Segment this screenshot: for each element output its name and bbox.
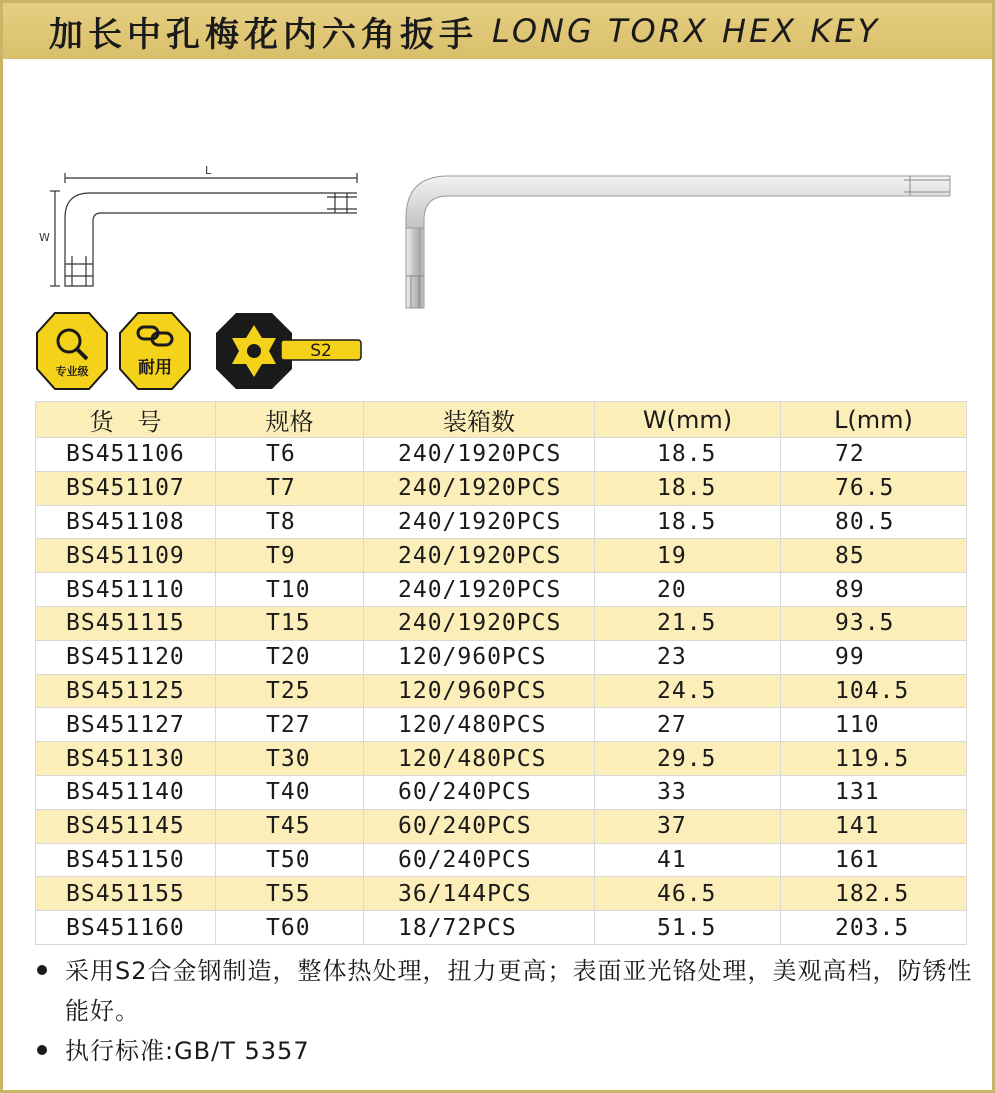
w-cell: 51.5 — [595, 911, 781, 945]
header-w: W(mm) — [595, 402, 781, 438]
header-item-no: 货 号 — [36, 402, 216, 438]
packing-cell: 18/72PCS — [364, 911, 595, 945]
table-row — [36, 471, 967, 505]
item-no-cell: BS451120 — [36, 640, 216, 674]
item-no-cell: BS451140 — [36, 775, 216, 809]
packing-cell: 60/240PCS — [364, 809, 595, 843]
w-cell: 29.5 — [595, 742, 781, 776]
item-no-cell: BS451110 — [36, 573, 216, 607]
material-badge — [281, 340, 361, 361]
table-row — [36, 877, 967, 911]
packing-cell: 240/1920PCS — [364, 606, 595, 640]
packing-cell: 120/960PCS — [364, 674, 595, 708]
durable-label: 耐用 — [138, 358, 172, 378]
spec-cell: T55 — [216, 877, 364, 911]
material-label: S2 — [310, 341, 332, 361]
spec-cell: T9 — [216, 539, 364, 573]
packing-cell: 240/1920PCS — [364, 438, 595, 472]
spec-cell: T10 — [216, 573, 364, 607]
header-spec: 规格 — [216, 402, 364, 438]
bullet-icon — [37, 1045, 47, 1055]
item-no-cell: BS451145 — [36, 809, 216, 843]
w-cell: 33 — [595, 775, 781, 809]
spec-cell: T25 — [216, 674, 364, 708]
spec-cell: T50 — [216, 843, 364, 877]
packing-cell: 240/1920PCS — [364, 573, 595, 607]
packing-cell: 60/240PCS — [364, 775, 595, 809]
table-row — [36, 606, 967, 640]
packing-cell: 120/480PCS — [364, 708, 595, 742]
spec-cell: T60 — [216, 911, 364, 945]
packing-cell: 120/960PCS — [364, 640, 595, 674]
table-row — [36, 640, 967, 674]
bullet-icon — [37, 965, 47, 975]
w-cell: 19 — [595, 539, 781, 573]
l-cell: 85 — [781, 539, 967, 573]
professional-label: 专业级 — [55, 365, 89, 378]
packing-cell: 36/144PCS — [364, 877, 595, 911]
table-row — [36, 742, 967, 776]
item-no-cell: BS451160 — [36, 911, 216, 945]
item-no-cell: BS451106 — [36, 438, 216, 472]
packing-cell: 120/480PCS — [364, 742, 595, 776]
header-l: L(mm) — [781, 402, 967, 438]
table-row — [36, 573, 967, 607]
spec-cell: T45 — [216, 809, 364, 843]
table-row — [36, 809, 967, 843]
w-cell: 46.5 — [595, 877, 781, 911]
header-packing: 装箱数 — [364, 402, 595, 438]
product-photo — [398, 168, 958, 318]
l-cell: 104.5 — [781, 674, 967, 708]
label-l: L — [205, 164, 212, 177]
spec-cell: T6 — [216, 438, 364, 472]
spec-cell: T20 — [216, 640, 364, 674]
title-english: LONG TORX HEX KEY — [492, 12, 881, 50]
l-cell: 76.5 — [781, 471, 967, 505]
packing-cell: 240/1920PCS — [364, 471, 595, 505]
title-chinese: 加长中孔梅花内六角扳手 — [49, 14, 478, 55]
w-cell: 21.5 — [595, 606, 781, 640]
title-bar — [3, 3, 992, 59]
packing-cell: 60/240PCS — [364, 843, 595, 877]
item-no-cell: BS451130 — [36, 742, 216, 776]
w-cell: 24.5 — [595, 674, 781, 708]
w-cell: 20 — [595, 573, 781, 607]
l-cell: 72 — [781, 438, 967, 472]
l-cell: 203.5 — [781, 911, 967, 945]
spec-cell: T30 — [216, 742, 364, 776]
item-no-cell: BS451108 — [36, 505, 216, 539]
l-cell: 131 — [781, 775, 967, 809]
l-cell: 161 — [781, 843, 967, 877]
table-row — [36, 911, 967, 945]
l-cell: 99 — [781, 640, 967, 674]
table-row — [36, 438, 967, 472]
item-no-cell: BS451155 — [36, 877, 216, 911]
w-cell: 18.5 — [595, 505, 781, 539]
table-row — [36, 775, 967, 809]
spec-cell: T8 — [216, 505, 364, 539]
note-material-text: 采用S2合金钢制造，整体热处理，扭力更高；表面亚光铬处理，美观高档，防锈性能好。 — [65, 957, 973, 1025]
table-row — [36, 674, 967, 708]
table-header-row — [36, 402, 967, 438]
item-no-cell: BS451109 — [36, 539, 216, 573]
dimension-diagram — [35, 163, 365, 298]
spec-cell: T40 — [216, 775, 364, 809]
spec-cell: T7 — [216, 471, 364, 505]
l-cell: 110 — [781, 708, 967, 742]
note-material — [35, 951, 975, 1031]
w-cell: 27 — [595, 708, 781, 742]
table-row — [36, 708, 967, 742]
feature-badges — [35, 311, 375, 393]
professional-badge — [37, 313, 107, 389]
l-cell: 141 — [781, 809, 967, 843]
spec-cell: T15 — [216, 606, 364, 640]
l-cell: 93.5 — [781, 606, 967, 640]
w-cell: 41 — [595, 843, 781, 877]
note-standard-text: 执行标准:GB/T 5357 — [65, 1037, 310, 1065]
l-cell: 182.5 — [781, 877, 967, 911]
table-row — [36, 539, 967, 573]
item-no-cell: BS451127 — [36, 708, 216, 742]
label-w: W — [39, 231, 50, 244]
item-no-cell: BS451150 — [36, 843, 216, 877]
item-no-cell: BS451115 — [36, 606, 216, 640]
w-cell: 37 — [595, 809, 781, 843]
w-cell: 18.5 — [595, 438, 781, 472]
w-cell: 23 — [595, 640, 781, 674]
packing-cell: 240/1920PCS — [364, 539, 595, 573]
spec-cell: T27 — [216, 708, 364, 742]
l-cell: 80.5 — [781, 505, 967, 539]
table-body — [36, 438, 967, 945]
l-cell: 89 — [781, 573, 967, 607]
notes — [35, 951, 975, 1071]
packing-cell: 240/1920PCS — [364, 505, 595, 539]
item-no-cell: BS451125 — [36, 674, 216, 708]
table-row — [36, 505, 967, 539]
durable-badge — [120, 313, 190, 389]
spec-table — [35, 401, 967, 945]
table-row — [36, 843, 967, 877]
item-no-cell: BS451107 — [36, 471, 216, 505]
note-standard — [35, 1031, 975, 1071]
l-cell: 119.5 — [781, 742, 967, 776]
w-cell: 18.5 — [595, 471, 781, 505]
